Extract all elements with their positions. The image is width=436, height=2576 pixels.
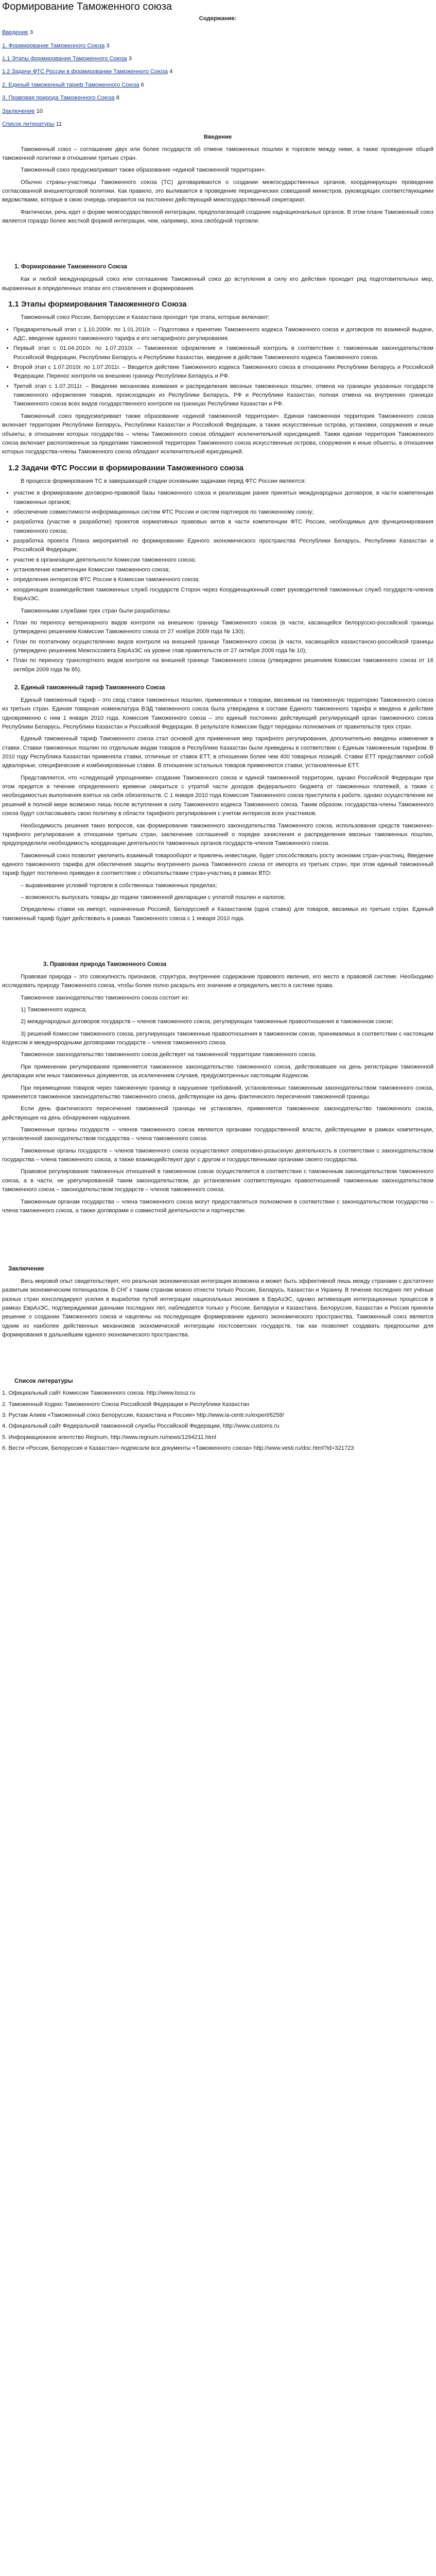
toc-page-number: 11: [56, 121, 62, 127]
list-item: • координация взаимодействия таможенных служб государств Сторон через Координационный совет руководителей таможенных служб государств-членов ЕврАзЭС.: [13, 586, 433, 604]
intro-paragraph: Фактически, речь идет о форме межгосударственной интеграции, предполагающей создание наднациональных органов. В этом плане Таможенный союз является гораздо более жесткой формой интеграции, чем, например, зона свободной торговли.: [2, 209, 433, 225]
list-item: • участие в организации деятельности Комиссии таможенного союза;: [13, 556, 433, 565]
list-item: • Второй этап с 1.07.2010г. по 1.07.2011г. – Вводится действие Таможенного кодекса Таможенного союза в отношениях Республики Беларусь и Российской Федерации. Перенос контроля на внешнюю границу Республики Беларусь и РФ.: [13, 363, 433, 381]
toc-link[interactable]: 2. Единый таможенный тариф Таможенного Союза: [2, 81, 139, 88]
reference-item: 6. Вести «Россия, Белоруссия и Казахстан» подписали все документы «Таможенного союза» http://www.vesti.ru/doc.html?id=321723: [2, 1445, 354, 1452]
toc-link[interactable]: 3. Правовая природа Таможенного Союза: [2, 95, 115, 101]
toc-link[interactable]: 1.1 Этапы формирования Таможенного Союза: [2, 56, 127, 62]
toc-heading: Содержание:: [199, 15, 237, 22]
section-paragraph: Таможенным органам государства – члена таможенного союза могут предоставляться полномочия в соответствии с законодательством государства – члена таможенного союза, а также договорами о совместной деятельности и партнерстве.: [2, 1198, 433, 1214]
section-paragraph: Единый таможенный тариф – это свод ставок таможенных пошлин, применяемых к товарам, ввозимым на таможенную территорию Таможенного союза из третьих стран. Единая товарная номенклатура ВЭД таможенного союза была утверждена в составе Единого таможенного тарифа и введена в действие одновременно с ним 1 января 2010 года. Комиссия Таможенного союза – это единый постоянно действующий регулирующий орган таможенного союза Республики Беларусь, Республики Казахстан и Российской Федерации. В результате Комиссии будут переданы полномочия от правительств трех стран.: [2, 697, 433, 730]
toc-item[interactable]: [2, 94, 433, 103]
reference-item: 4. Официальный сайт Федеральной таможенной службы Российской Федерации, http://www.customs.ru: [2, 1423, 280, 1430]
toc-page-number: 4: [169, 69, 173, 75]
subsection-1-2-heading: 1.2 Задачи ФТС России в формировании Таможенного союза: [8, 463, 244, 472]
section-paragraph: – возможность выпускать товары до подачи таможенной декларации с уплатой пошлин и налогов;: [21, 894, 286, 901]
section-1-heading: 1. Формирование Таможенного Союза: [14, 264, 127, 270]
toc-item[interactable]: [2, 67, 433, 76]
reference-item: 2. Таможенный Кодекс Таможенного Союза Российской Федерации и Республики Казахстан: [2, 1401, 250, 1408]
subsection-1-1-heading: 1.1 Этапы формирования Таможенного Союза: [8, 300, 187, 309]
intro-paragraph: Обычно страны-участницы Таможенного союза (ТС) договариваются о создании межгосударственных органов, координирующих проведение согласованной внешнеторговой политики. Как правило, это выливается в проведение периодических совещаний министров, руководящих соответствующими ведомствами, которые в свою очередь опираются на постоянно действующий межгосударственный секретариат.: [2, 179, 433, 204]
list-item: • Первый этап с 01.04.2010г. по 1.07.2010г. – Таможенное оформление и таможенный контроль в соответствии с таможенным законодательством Российской Федерации, Республики Беларусь и Республики Казахстан, введение в действие Таможенного кодекса Таможенного союза.: [13, 344, 433, 362]
toc-page-number: 3: [106, 42, 110, 49]
references-heading: Список литературы: [14, 1378, 73, 1384]
section-paragraph: Таможенными службами трех стран были разработаны:: [21, 607, 171, 614]
section-paragraph: Представляется, что «следующий упрощением» создание Таможенного союза и единой таможенной территории, однако Российской Федерации при этом придется в течение определенного времени смириться с утратой части доходов федерального бюджета от таможенных платежей, а также с необходимостью выполнения взятых на себя обязательств. С 1 января 2010 года Комиссия Таможенного союза приступила к работе, однако осуществление ее решений в полной мере возможно лишь после вступления в силу Таможенного кодекса Таможенного союза. Таким образом, государства-члены Таможенного союза будут согласовывать свою политику в области тарифного регулирования с учетом интересов всех участников.: [2, 774, 433, 817]
conclusion-heading: Заключение: [8, 1266, 44, 1273]
list-item: • Предварительный этап с 1.10.2009г. по 1.01.2010г. – Подготовка к принятию Таможенного кодекса Таможенного союза и договоров по взаимной выдаче, АДС, введение единого таможенного тарифа и его нетарифного регулирования.: [13, 326, 433, 344]
section-2-heading: 2. Единый таможенный тариф Таможенного Союза: [14, 685, 165, 691]
toc-page-number: 10: [36, 108, 43, 114]
references-list: [2, 1389, 433, 1453]
conclusion-paragraph: Весь мировой опыт свидетельствует, что реальная экономическая интеграция возможна и может быть эффективной лишь между странами с достаточно развитым экономическим потенциалом. В СНГ к таким странам можно отнести только Россию, Беларусь, Казахстан и Украину. В течение последних лет учёные разных стран консолидируют усилия в выработке путей интеграции национальных экономик в ЕврАзЭС, однако активизация интеграционных процессов в рамках ЕврАзЭС, подтверждаемая данными последних лет, наблюдается только у России, Беларуси и Казахстана. Белоруссия, Казахстан и Россия приняли решение о создании Таможенного союза и нацелены на последующее формирование единого экономического пространства. Таможенный союз является одним из наиболее действенных механизмов экономической интеграции постсоветских государств, так как позволяет создавать предпосылки для формирования в дальнейшем единого экономического пространства.: [2, 1278, 433, 1338]
section-paragraph: Правовое регулирование таможенных отношений в таможенном союзе осуществляется в соответствии с таможенным законодательством таможенного союза, а в части, не урегулированной таким законодательством, до установления соответствующих правоотношений таможенным законодательством таможенного союза – законодательством государств – членов таможенного союза.: [2, 1168, 433, 1193]
toc-link[interactable]: 1.2 Задачи ФТС России в формировании Таможенного Союза: [2, 69, 168, 75]
toc-item[interactable]: [2, 55, 433, 63]
intro-paragraph: Таможенный союз предусматривает также образование «единой таможенной территории».: [21, 167, 267, 174]
plans-list: [2, 619, 433, 674]
stages-list: [2, 326, 433, 409]
toc-link[interactable]: Введение: [2, 29, 28, 36]
section-paragraph: Таможенное законодательство таможенного союза действует на таможенной территории таможенного союза.: [21, 1052, 317, 1058]
list-item: • Третий этап с 1.07.2011г. – Введение механизма взимания и распределения ввозных таможенных пошлин, отмена на границах указанных государств таможенного оформления товаров, происходящих из Республики Беларусь, РФ и Республики Казахстан, полная отмена на внутренних границах Таможенного союза всех видов государственного контроля на границах Республики Казахстан и РФ.: [13, 382, 433, 409]
toc-link[interactable]: 1. Формирование Таможенного Союза: [2, 42, 105, 49]
intro-paragraph: Таможенный союз – соглашение двух или более государств об отмене таможенных пошлин в торговле между ними, а также проведение общей таможенной политики в отношении третьих стран.: [2, 146, 433, 161]
section-paragraph: Таможенный союз позволит увеличить взаимный товарооборот и привлечь инвестиции, будет способствовать росту экономик стран-участниц. Введение единого таможенного тарифа для обеспечения защиты внутреннего рынка Таможенного союза от импорта из третьих стран, при этом единый таможенный тариф будет постепенно приведен в соответствие с обязательствами стран-участниц в рамках ВТО:: [2, 852, 433, 877]
toc-link[interactable]: Список литературы: [2, 121, 55, 127]
section-paragraph: Как и любой международный союз или соглашение Таможенный союз до вступления в силу его действия проходит ряд подготовительных мер, выраженных в определенных этапах его становления и формирования.: [2, 276, 433, 292]
toc-item[interactable]: [2, 120, 433, 129]
section-paragraph: Определены ставки на импорт, назначенные Россией, Белоруссией и Казахстаном (одна ставка) для товаров, ввозимых из третьих стран. Единый таможенный тариф будет действовать в рамках Таможенного союза с 1 января 2010 года.: [2, 906, 433, 922]
section-paragraph: Таможенные органы государств – членов таможенного союза осуществляют оперативно-розыскную деятельность в соответствии с законодательством государства – члена таможенного союза, а также взаимодействуют друг с другом и государственными органами своего государства.: [2, 1147, 433, 1163]
page-title: Формирование Таможенного союза: [2, 1, 172, 12]
section-paragraph: Таможенный союз России, Белоруссии и Казахстана проходит три этапа, которые включают:: [21, 314, 270, 321]
list-item: • участие в формировании договорно-правовой базы таможенного союза и реализации ранее принятых международных договоров, в части компетенции таможенных органов;: [13, 489, 433, 507]
list-item: • определение интересов ФТС России в Комиссии таможенного союза;: [13, 575, 433, 584]
section-paragraph: Правовая природа – это совокупность признаков, структура, внутреннее содержание правового явления, его место в правовой системе. Необходимо исследовать природу Таможенного союза, чтобы более полно раскрыть его значение и определить место в системе права.: [2, 973, 433, 989]
section-paragraph: Таможенный союз предусматривает также образование «единой таможенной территории». Единая таможенная территория Таможенного союза включает территории Республики Беларусь, Республики Казахстан и Российской Федерации, а также искусственные острова, установки, сооружения и иные объекты, в отношении которых государства – члены Таможенного союза обладают исключительной юрисдикцией. Также единая территория Таможенного союза включает расположенные за пределами таможенной территории Таможенного союза искусственные острова, сооружения и иные объекты, в отношении которых государства-члены Таможенного союза обладают исключительной юрисдикцией.: [2, 413, 433, 455]
toc-page-number: 6: [141, 81, 144, 88]
list-item: • установление компетенции Комиссии таможенного союза;: [13, 566, 433, 574]
section-paragraph: При применении регулирования применяется таможенное законодательство таможенного союза, действовавшее на день регистрации таможенной декларации или иных таможенных документов, за исключением случаев, предусмотренных настоящим Кодексом.: [2, 1063, 433, 1079]
list-item: • План по поэтапному осуществлению видов контроля на внешней границе Таможенного союза (в части, касающейся казахстанско-российской границы (утверждено решением Межгоссовета ЕврАзЭС на уровне глав правительств от 27 октября 2009 года № 10);: [13, 638, 433, 656]
section-paragraph: При перемещении товаров через таможенную границу в нарушение требований, установленных таможенным законодательством таможенного союза, применяется таможенное законодательство таможенного союза, действующее на день фактического пересечения таможенной границы.: [2, 1084, 433, 1100]
toc-item[interactable]: [2, 28, 433, 37]
section-paragraph: Если день фактического пересечения таможенной границы не установлен, применяется таможенное законодательство таможенного союза, действующее на день обнаружения нарушения.: [2, 1106, 433, 1121]
section-paragraph: Таможенные органы государств – членов таможенного союза являются органами государственной власти, действующими в рамках компетенции, установленной законодательством государства – члена таможенного союза.: [2, 1127, 433, 1142]
section-paragraph: 2) международных договоров государств – членов таможенного союза, регулирующих таможенные правоотношения в таможенном союзе;: [21, 1019, 394, 1025]
section-3-heading: 3. Правовая природа Таможенного Союза: [43, 961, 167, 968]
toc-item[interactable]: [2, 81, 433, 90]
toc-page-number: 8: [116, 95, 119, 101]
section-paragraph: Необходимость решения таких вопросов, как формирование таможенного законодательства Таможенного союза, использование средств таможенно-тарифного регулирования в отношении третьих стран, заключение соглашений о порядке зачисления и распределения ввозных таможенных пошлин, предопределили необходимость координации деятельности таможенных органов государств-членов Таможенного союза.: [2, 822, 433, 847]
toc-item[interactable]: [2, 107, 433, 116]
toc-page-number: 3: [128, 56, 132, 62]
reference-item: 1. Официальный сайт Комиссии Таможенного союза. http://www.tsouz.ru: [2, 1390, 196, 1397]
section-paragraph: 1) Таможенного кодекса;: [21, 1007, 87, 1013]
list-item: • План по переносу ветеринарного видов контроля на внешнюю границу Таможенного союза (в части, касающейся белорусско-российской границы (утверждено решением Комиссии Таможенного союза от 27 ноября 2009 года № 130);: [13, 619, 433, 637]
list-item: • План по переносу транспортного видов контроля на внешней границе Таможенного союза (утверждено решением Комиссии таможенного союза от 16 октября 2009 года № 85).: [13, 656, 433, 674]
section-paragraph: Таможенное законодательство таможенного союза состоит из:: [21, 994, 189, 1001]
document-body: [2, 13, 433, 1455]
toc-item[interactable]: [2, 42, 433, 50]
toc-link[interactable]: Заключение: [2, 108, 35, 114]
section-paragraph: Единый таможенный тариф Таможенного союза стал основой для применения мер тарифного регулирования, дополнительно введены изменения в ставки. Ставки таможенных пошлин по отдельным видам товаров в Республике Казахстан были приведены в соответствие с Единым таможенным тарифом. В 2010 году Республика Казахстан применяла ставки, отличные от ставок ЕТТ, в отношении более чем 400 товарных позиций. Ставки ЕТТ представляют собой адвалорные, специфические и комбинированные ставки. В отношении остальных товаров применяются ставки, установленные ЕТТ.: [2, 736, 433, 769]
toc-page-number: 3: [29, 29, 33, 36]
reference-item: 3. Рустам Алиев «Таможенный союз Белоруссии, Казахстана и России» http://www.ia-centr.ru/expert/6258/: [2, 1412, 284, 1419]
reference-item: 5. Информационное агентство Regnum, http://www.regnum.ru/news/1294211.html: [2, 1434, 216, 1440]
list-item: • разработка (участие в разработке) проектов нормативных правовых актов в части компетенции ФТС России, необходимых для функционирования таможенного союза;: [13, 518, 433, 536]
section-paragraph: – выравнивание условий торговли в собственных таможенных пределах;: [21, 882, 217, 889]
intro-heading: Введение: [203, 134, 232, 141]
list-item: • разработка проекта Плана мероприятий по формированию Единого экономического пространства Республики Беларусь, Республики Казахстан и Российской Федерации;: [13, 537, 433, 555]
list-item: • обеспечение совместимости информационных систем ФТС России и систем партнеров по таможенному союзу;: [13, 508, 433, 517]
section-paragraph: 3) решений Комиссии таможенного союза, регулирующих таможенные правоотношения в таможенном союзе, принимаемых в соответствии с настоящим Кодексом и международными договорами государств – членов таможенного союза.: [2, 1030, 433, 1046]
tasks-list: [2, 489, 433, 603]
section-paragraph: В процессе формирования ТС в завершающей стадии основными задачами перед ФТС России являются:: [21, 478, 306, 484]
table-of-contents: [2, 28, 433, 129]
